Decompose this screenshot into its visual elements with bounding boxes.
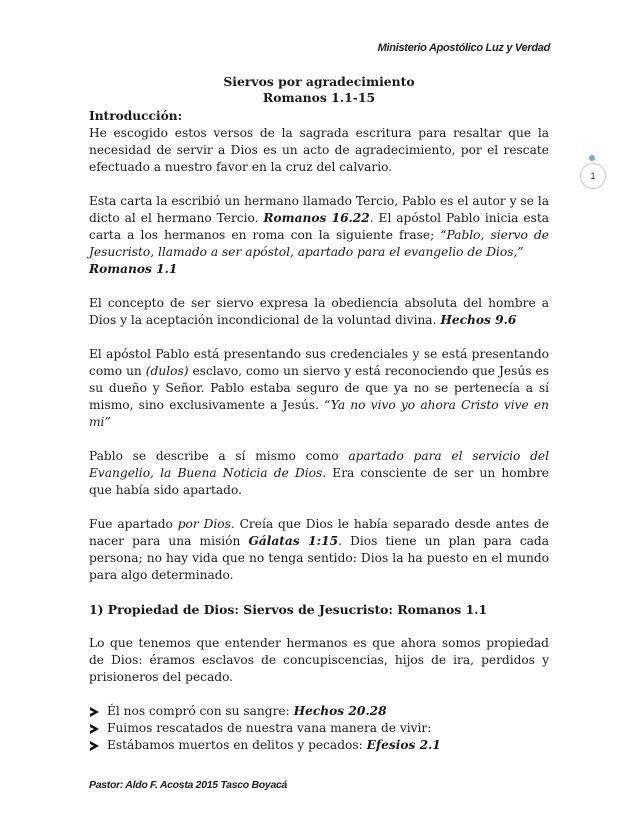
arrow-bullet-icon xyxy=(90,741,99,751)
title-line-1: Siervos por agradecimiento xyxy=(223,74,415,89)
p4-dulos: (dulos) xyxy=(145,364,189,378)
page-number: 1 xyxy=(580,163,606,189)
bullet-text: Fuimos rescatados de nuestra vana manera de vivir: xyxy=(107,721,432,735)
section-1-heading: 1) Propiedad de Dios: Siervos de Jesucristo: Romanos 1.1 xyxy=(89,602,488,617)
p2-ref-2: Romanos 1.1 xyxy=(89,262,178,276)
page-footer: Pastor: Aldo F. Acosta 2015 Tasco Boyacá xyxy=(89,779,288,791)
p4-text-a: El apóstol Pablo está presentando sus credenciales y se está presentando como un xyxy=(89,347,549,378)
p5-text-a: Pablo se describe a sí mismo como xyxy=(89,449,349,463)
paragraph-6 xyxy=(89,516,549,584)
bullet-text: Él nos compró con su sangre: xyxy=(107,704,294,718)
section-1-bullets xyxy=(89,703,549,754)
list-item xyxy=(89,720,549,737)
p6-text-c: . Dios tiene un plan para cada persona; no hay vida que no tenga sentido: Dios la ha puesto en el mundo para algo determinado. xyxy=(89,534,549,582)
p4-quote: “Ya no vivo yo ahora Cristo vive en mi” xyxy=(89,398,549,429)
paragraph-2 xyxy=(89,193,549,278)
page-header: Ministerio Apostólico Luz y Verdad xyxy=(377,42,550,54)
p2-quote: “Pablo, siervo de Jesucristo, llamado a ser apóstol, apartado para el evangelio de Dios,” xyxy=(89,228,549,259)
paragraph-3 xyxy=(89,295,549,329)
bullet-ref: Hechos 20.28 xyxy=(293,704,387,718)
title-line-2: Romanos 1.1-15 xyxy=(262,90,376,105)
list-item xyxy=(89,703,549,720)
p6-text-b: . Creía que Dios le había separado desde antes de nacer para una misión xyxy=(89,517,549,548)
document-title xyxy=(89,74,549,106)
p3-ref: Hechos 9.6 xyxy=(440,313,517,327)
intro-paragraph: He escogido estos versos de la sagrada escritura para resaltar que la necesidad de servir a Dios es un acto de agradecimiento, por el rescate efectuado a nuestro favor en la cruz del calvario. xyxy=(89,126,549,174)
bullet-text: Estábamos muertos en delitos y pecados: xyxy=(107,738,367,752)
p6-italic: por Dios xyxy=(177,517,231,531)
paragraph-4 xyxy=(89,346,549,431)
p2-text-a: Esta carta la escribió un hermano llamado Tercio, Pablo es el autor y se la dicto al el hermano Tercio. xyxy=(89,194,549,225)
arrow-bullet-icon xyxy=(90,724,99,734)
section-1-paragraph: Lo que tenemos que entender hermanos es que ahora somos propiedad de Dios: éramos esclavos de concupiscencias, hijos de ira, perdidos y prisioneros del pecado. xyxy=(89,636,549,684)
p2-ref-1: Romanos 16.22 xyxy=(263,211,370,225)
p3-text-a: El concepto de ser siervo expresa la obediencia absoluta del hombre a Dios y la aceptación incondicional de la voluntad divina. xyxy=(89,296,549,327)
document-body xyxy=(89,74,549,754)
p6-text-a: Fue apartado xyxy=(89,517,178,531)
p4-text-b: esclavo, como un siervo y está reconociendo que Jesús es su dueño y Señor. Pablo estaba seguro de que ya no se pertenecía a sí mismo, sino exclusivamente a Jesús. xyxy=(89,364,549,412)
list-item xyxy=(89,737,549,754)
paragraph-5 xyxy=(89,448,549,499)
p5-text-b: . Era consciente de ser un hombre que había sido apartado. xyxy=(89,466,549,497)
p5-italic: apartado para el servicio del Evangelio, la Buena Noticia de Dios xyxy=(89,449,550,480)
p2-text-b: . El apóstol Pablo inicia esta carta a los hermanos en roma con la siguiente frase; xyxy=(89,211,549,242)
arrow-bullet-icon xyxy=(90,707,99,717)
intro-heading: Introducción: xyxy=(89,109,183,123)
p6-ref: Gálatas 1:15 xyxy=(248,534,339,548)
bullet-ref: Efesios 2.1 xyxy=(366,738,441,752)
